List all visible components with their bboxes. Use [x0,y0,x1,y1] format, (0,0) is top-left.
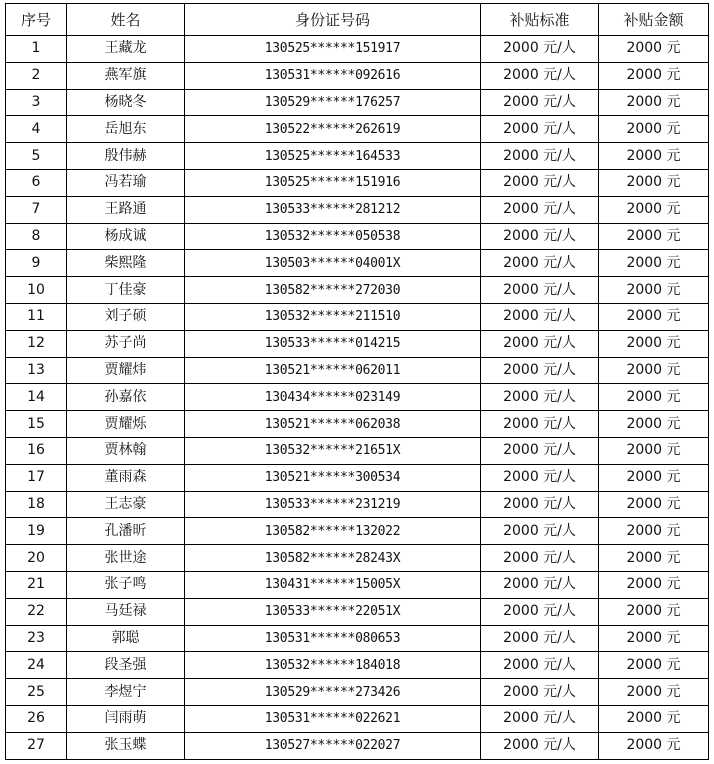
cell-name: 杨成诚 [67,223,185,250]
cell-name: 贾耀烁 [67,411,185,438]
table-row [6,330,709,357]
table-row [6,277,709,304]
cell-subsidy-amount: 2000 元 [599,679,709,706]
cell-id-number: 130532******184018 [185,652,481,679]
cell-name: 冯若瑜 [67,169,185,196]
header-cell-subsidy-standard: 补贴标准 [481,4,599,36]
cell-id-number: 130525******151916 [185,169,481,196]
cell-subsidy-standard: 2000 元/人 [481,518,599,545]
cell-subsidy-amount: 2000 元 [599,116,709,143]
table-row [6,518,709,545]
table-row [6,464,709,491]
cell-index: 26 [6,705,67,732]
cell-name: 贾耀炜 [67,357,185,384]
cell-index: 7 [6,196,67,223]
cell-index: 18 [6,491,67,518]
cell-subsidy-amount: 2000 元 [599,598,709,625]
cell-id-number: 130582******132022 [185,518,481,545]
cell-index: 1 [6,36,67,63]
cell-index: 16 [6,437,67,464]
cell-index: 17 [6,464,67,491]
header-row [6,4,709,36]
cell-id-number: 130533******22051X [185,598,481,625]
table-row [6,357,709,384]
header-cell-id-number: 身份证号码 [185,4,481,36]
cell-subsidy-amount: 2000 元 [599,705,709,732]
cell-index: 21 [6,571,67,598]
cell-id-number: 130532******21651X [185,437,481,464]
cell-name: 张世途 [67,545,185,572]
cell-index: 5 [6,143,67,170]
table-row [6,116,709,143]
cell-subsidy-amount: 2000 元 [599,545,709,572]
cell-subsidy-standard: 2000 元/人 [481,330,599,357]
cell-subsidy-amount: 2000 元 [599,303,709,330]
cell-subsidy-standard: 2000 元/人 [481,384,599,411]
cell-subsidy-amount: 2000 元 [599,571,709,598]
cell-id-number: 130525******164533 [185,143,481,170]
cell-subsidy-amount: 2000 元 [599,62,709,89]
cell-subsidy-standard: 2000 元/人 [481,464,599,491]
cell-subsidy-amount: 2000 元 [599,411,709,438]
header-cell-name: 姓名 [67,4,185,36]
cell-id-number: 130533******014215 [185,330,481,357]
table-row [6,143,709,170]
cell-index: 6 [6,169,67,196]
cell-subsidy-amount: 2000 元 [599,491,709,518]
cell-name: 丁佳豪 [67,277,185,304]
cell-subsidy-amount: 2000 元 [599,169,709,196]
cell-index: 22 [6,598,67,625]
cell-index: 27 [6,732,67,759]
cell-index: 10 [6,277,67,304]
cell-id-number: 130434******023149 [185,384,481,411]
cell-id-number: 130532******211510 [185,303,481,330]
cell-id-number: 130527******022027 [185,732,481,759]
cell-id-number: 130522******262619 [185,116,481,143]
cell-id-number: 130531******022621 [185,705,481,732]
table-row [6,36,709,63]
cell-index: 3 [6,89,67,116]
table-body [6,36,709,760]
cell-subsidy-amount: 2000 元 [599,330,709,357]
cell-subsidy-standard: 2000 元/人 [481,679,599,706]
header-cell-index: 序号 [6,4,67,36]
cell-name: 殷伟赫 [67,143,185,170]
cell-subsidy-standard: 2000 元/人 [481,62,599,89]
cell-subsidy-standard: 2000 元/人 [481,571,599,598]
cell-subsidy-amount: 2000 元 [599,652,709,679]
cell-subsidy-standard: 2000 元/人 [481,652,599,679]
cell-id-number: 130582******272030 [185,277,481,304]
cell-subsidy-standard: 2000 元/人 [481,250,599,277]
cell-subsidy-standard: 2000 元/人 [481,303,599,330]
cell-id-number: 130503******04001X [185,250,481,277]
cell-name: 柴熙隆 [67,250,185,277]
cell-id-number: 130531******092616 [185,62,481,89]
cell-name: 李煜宁 [67,679,185,706]
table-row [6,732,709,759]
table-row [6,545,709,572]
cell-subsidy-amount: 2000 元 [599,437,709,464]
cell-subsidy-standard: 2000 元/人 [481,437,599,464]
table-row [6,571,709,598]
cell-name: 王路通 [67,196,185,223]
subsidy-table [5,3,709,760]
cell-subsidy-amount: 2000 元 [599,464,709,491]
cell-name: 马廷禄 [67,598,185,625]
cell-subsidy-amount: 2000 元 [599,357,709,384]
header-cell-subsidy-amount: 补贴金额 [599,4,709,36]
cell-index: 12 [6,330,67,357]
cell-name: 王藏龙 [67,36,185,63]
cell-name: 孙嘉依 [67,384,185,411]
cell-index: 14 [6,384,67,411]
table-row [6,411,709,438]
cell-subsidy-amount: 2000 元 [599,36,709,63]
table-row [6,384,709,411]
cell-subsidy-standard: 2000 元/人 [481,411,599,438]
table-row [6,679,709,706]
cell-name: 郭聪 [67,625,185,652]
cell-subsidy-standard: 2000 元/人 [481,143,599,170]
cell-name: 燕军旗 [67,62,185,89]
table-row [6,223,709,250]
cell-index: 24 [6,652,67,679]
cell-name: 贾林翰 [67,437,185,464]
table-header [6,4,709,36]
cell-index: 19 [6,518,67,545]
cell-index: 11 [6,303,67,330]
table-row [6,62,709,89]
cell-id-number: 130529******176257 [185,89,481,116]
cell-name: 苏子尚 [67,330,185,357]
table-row [6,491,709,518]
cell-name: 岳旭东 [67,116,185,143]
cell-name: 张玉蝶 [67,732,185,759]
cell-id-number: 130533******281212 [185,196,481,223]
cell-subsidy-standard: 2000 元/人 [481,36,599,63]
table-row [6,196,709,223]
cell-subsidy-standard: 2000 元/人 [481,89,599,116]
cell-id-number: 130431******15005X [185,571,481,598]
subsidy-table-container [5,3,709,760]
table-row [6,598,709,625]
cell-subsidy-standard: 2000 元/人 [481,277,599,304]
cell-subsidy-standard: 2000 元/人 [481,357,599,384]
cell-subsidy-amount: 2000 元 [599,223,709,250]
cell-subsidy-amount: 2000 元 [599,384,709,411]
cell-subsidy-standard: 2000 元/人 [481,169,599,196]
cell-id-number: 130532******050538 [185,223,481,250]
table-row [6,652,709,679]
cell-subsidy-standard: 2000 元/人 [481,598,599,625]
cell-id-number: 130521******062011 [185,357,481,384]
cell-index: 4 [6,116,67,143]
cell-subsidy-amount: 2000 元 [599,277,709,304]
cell-name: 闫雨萌 [67,705,185,732]
cell-subsidy-amount: 2000 元 [599,250,709,277]
cell-subsidy-standard: 2000 元/人 [481,545,599,572]
cell-name: 段圣强 [67,652,185,679]
cell-index: 25 [6,679,67,706]
cell-id-number: 130521******300534 [185,464,481,491]
cell-index: 23 [6,625,67,652]
cell-index: 13 [6,357,67,384]
cell-index: 8 [6,223,67,250]
cell-id-number: 130529******273426 [185,679,481,706]
cell-index: 20 [6,545,67,572]
cell-index: 9 [6,250,67,277]
cell-subsidy-amount: 2000 元 [599,518,709,545]
cell-id-number: 130521******062038 [185,411,481,438]
cell-name: 孔潘昕 [67,518,185,545]
cell-subsidy-standard: 2000 元/人 [481,705,599,732]
cell-id-number: 130525******151917 [185,36,481,63]
cell-subsidy-standard: 2000 元/人 [481,223,599,250]
cell-id-number: 130531******080653 [185,625,481,652]
cell-subsidy-amount: 2000 元 [599,625,709,652]
cell-subsidy-amount: 2000 元 [599,89,709,116]
cell-subsidy-amount: 2000 元 [599,143,709,170]
cell-subsidy-standard: 2000 元/人 [481,491,599,518]
cell-name: 刘子硕 [67,303,185,330]
cell-subsidy-standard: 2000 元/人 [481,116,599,143]
table-row [6,437,709,464]
cell-subsidy-standard: 2000 元/人 [481,625,599,652]
table-row [6,625,709,652]
table-row [6,169,709,196]
cell-index: 2 [6,62,67,89]
cell-subsidy-standard: 2000 元/人 [481,196,599,223]
cell-id-number: 130533******231219 [185,491,481,518]
cell-subsidy-amount: 2000 元 [599,732,709,759]
table-row [6,303,709,330]
cell-name: 王志豪 [67,491,185,518]
table-row [6,250,709,277]
cell-name: 张子鸣 [67,571,185,598]
cell-name: 杨晓冬 [67,89,185,116]
table-row [6,89,709,116]
cell-subsidy-standard: 2000 元/人 [481,732,599,759]
table-row [6,705,709,732]
cell-index: 15 [6,411,67,438]
cell-name: 董雨森 [67,464,185,491]
cell-id-number: 130582******28243X [185,545,481,572]
cell-subsidy-amount: 2000 元 [599,196,709,223]
